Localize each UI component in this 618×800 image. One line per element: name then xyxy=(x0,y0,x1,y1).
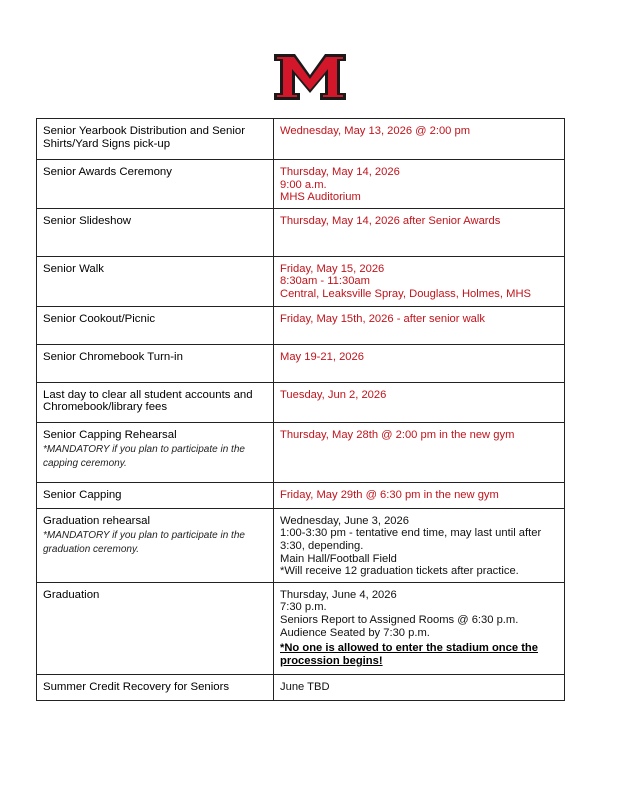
event-detail-line: Main Hall/Football Field xyxy=(280,552,397,565)
event-cell xyxy=(37,160,274,209)
schedule-row xyxy=(37,306,565,344)
schedule-row xyxy=(37,422,565,482)
schedule-row xyxy=(37,582,565,674)
event-detail-line: June TBD xyxy=(280,680,330,693)
event-detail-line: Friday, May 15, 2026 xyxy=(280,262,385,275)
event-details-cell xyxy=(274,674,565,700)
schedule-row xyxy=(37,344,565,382)
event-cell xyxy=(37,119,274,160)
event-details-cell xyxy=(274,344,565,382)
event-detail-line: 7:30 p.m. xyxy=(280,601,327,614)
event-details-cell xyxy=(274,119,565,160)
schedule-row xyxy=(37,674,565,700)
event-detail-line: Tuesday, Jun 2, 2026 xyxy=(280,388,387,401)
schedule-row xyxy=(37,208,565,256)
event-detail-line: Wednesday, June 3, 2026 xyxy=(280,514,409,527)
event-cell xyxy=(37,208,274,256)
event-details-cell xyxy=(274,306,565,344)
event-details-cell xyxy=(274,422,565,482)
event-detail-line: Thursday, May 14, 2026 xyxy=(280,166,400,178)
event-name: Senior Cookout/Picnic xyxy=(43,312,156,325)
event-detail-line: 9:00 a.m. xyxy=(280,178,327,191)
event-detail-line: Seniors Report to Assigned Rooms @ 6:30 p.m. xyxy=(280,613,519,626)
event-name: Summer Credit Recovery for Seniors xyxy=(43,680,230,693)
stadium-entry-warning: *No one is allowed to enter the stadium once the procession begins! xyxy=(280,642,538,667)
event-name: Senior Capping xyxy=(43,488,122,501)
event-details-cell xyxy=(274,256,565,306)
event-detail-line: Thursday, June 4, 2026 xyxy=(280,588,397,601)
event-cell xyxy=(37,344,274,382)
event-cell xyxy=(37,382,274,422)
event-detail-line: *Will receive 12 graduation tickets after practice. xyxy=(280,565,519,578)
event-detail-line: Thursday, May 28th @ 2:00 pm in the new gym xyxy=(280,428,515,441)
event-name: Senior Walk xyxy=(43,262,104,275)
event-detail-line: Friday, May 29th @ 6:30 pm in the new gym xyxy=(280,488,499,501)
event-detail-line: Friday, May 15th, 2026 - after senior walk xyxy=(280,312,485,325)
event-cell xyxy=(37,508,274,582)
event-detail-line: Audience Seated by 7:30 p.m. xyxy=(280,626,430,639)
event-detail-line: 8:30am - 11:30am xyxy=(280,275,370,288)
event-name: Senior Slideshow xyxy=(43,214,132,227)
event-note: *MANDATORY if you plan to participate in the capping ceremony. xyxy=(43,444,245,470)
event-cell xyxy=(37,674,274,700)
event-detail-line: Central, Leaksville Spray, Douglass, Holmes, MHS xyxy=(280,287,531,300)
event-detail-line: Wednesday, May 13, 2026 @ 2:00 pm xyxy=(280,125,471,137)
event-cell xyxy=(37,306,274,344)
event-name: Graduation xyxy=(43,588,100,601)
event-details-cell xyxy=(274,582,565,674)
schedule-row xyxy=(37,482,565,508)
event-note: *MANDATORY if you plan to participate in the graduation ceremony. xyxy=(43,530,245,556)
event-detail-line: MHS Auditorium xyxy=(280,191,361,204)
event-cell xyxy=(37,482,274,508)
event-detail-line: 1:00-3:30 pm - tentative end time, may last until after 3:30, depending. xyxy=(280,527,542,552)
event-cell xyxy=(37,422,274,482)
event-details-cell xyxy=(274,160,565,209)
senior-events-schedule xyxy=(36,118,565,701)
event-name: Senior Chromebook Turn-in xyxy=(43,350,183,363)
schedule-row xyxy=(37,160,565,209)
event-detail-line: Thursday, May 14, 2026 after Senior Awards xyxy=(280,214,501,227)
event-name: Last day to clear all student accounts and Chromebook/library fees xyxy=(43,388,253,414)
school-m-logo xyxy=(273,53,347,101)
event-details-cell xyxy=(274,382,565,422)
schedule-row xyxy=(37,508,565,582)
event-detail-line: May 19-21, 2026 xyxy=(280,350,364,363)
event-name: Senior Capping Rehearsal xyxy=(43,428,177,441)
event-details-cell xyxy=(274,482,565,508)
event-details-cell xyxy=(274,208,565,256)
event-name: Graduation rehearsal xyxy=(43,514,151,527)
schedule-row xyxy=(37,382,565,422)
event-name: Senior Yearbook Distribution and Senior Shirts/Yard Signs pick-up xyxy=(43,125,245,150)
event-details-cell xyxy=(274,508,565,582)
event-cell xyxy=(37,256,274,306)
schedule-row xyxy=(37,119,565,160)
event-cell xyxy=(37,582,274,674)
event-name: Senior Awards Ceremony xyxy=(43,166,172,178)
schedule-row xyxy=(37,256,565,306)
